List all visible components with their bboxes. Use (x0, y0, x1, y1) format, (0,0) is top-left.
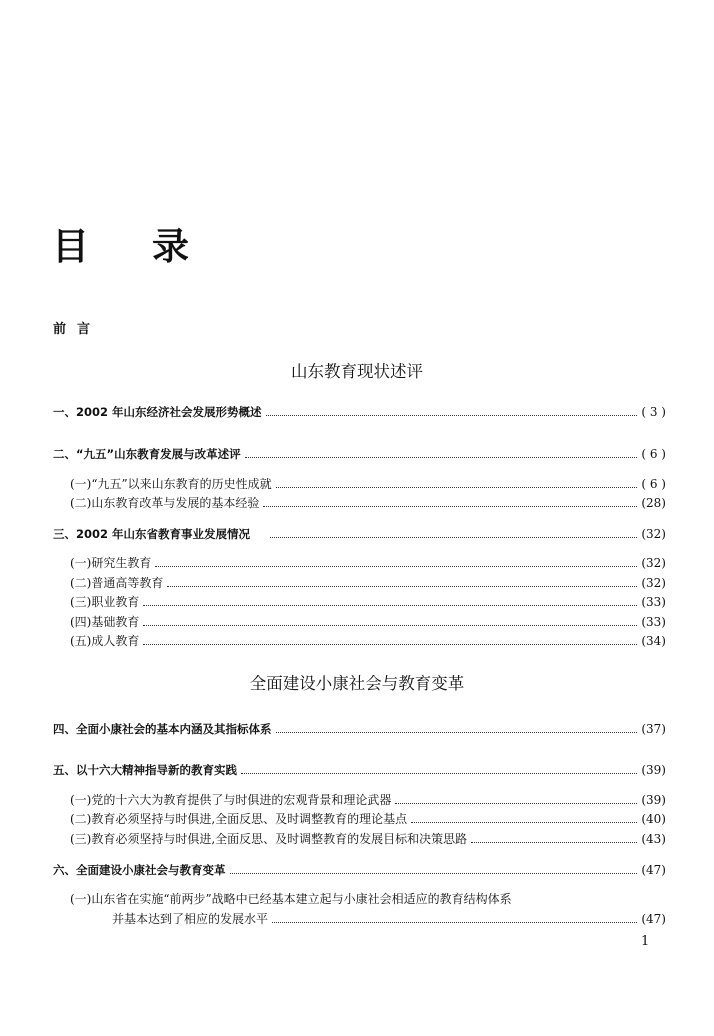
foreword-heading: 前言 (53, 322, 102, 337)
dot-leader (143, 625, 637, 626)
toc-entry[interactable] (70, 594, 666, 610)
dot-leader (230, 873, 638, 874)
dot-leader (471, 842, 637, 843)
toc-entry-text: (三)职业教育 (70, 595, 140, 609)
dot-leader (143, 605, 637, 606)
toc-entry-page: (33) (641, 615, 666, 629)
toc-entry-page: (39) (641, 793, 666, 807)
toc-entry[interactable] (70, 495, 666, 511)
toc-entry-text: (一)“九五”以来山东教育的历史性成就 (70, 477, 272, 491)
toc-entry-text: (三)教育必须坚持与时俱进,全面反思、及时调整教育的发展目标和决策思路 (70, 832, 468, 846)
toc-title (52, 216, 189, 270)
toc-entry-page: (32) (641, 576, 666, 590)
dot-leader (411, 822, 637, 823)
toc-entry-page: (32) (641, 556, 666, 570)
toc-title-char-2: 录 (152, 225, 189, 268)
toc-entry[interactable] (53, 862, 666, 878)
toc-entry[interactable] (53, 404, 666, 420)
toc-entry-text: (五)成人教育 (70, 634, 140, 648)
toc-entry[interactable] (53, 762, 666, 778)
toc-entry-text: 三、2002 年山东省教育事业发展情况 (53, 527, 251, 541)
toc-entry[interactable] (70, 831, 666, 847)
dot-leader (241, 773, 637, 774)
toc-entry-text: 六、全面建设小康社会与教育变革 (53, 863, 226, 877)
toc-entry[interactable] (70, 633, 666, 649)
toc-entry-page: (40) (641, 812, 666, 826)
dot-leader (167, 586, 637, 587)
toc-title-char-1: 目 (52, 225, 89, 268)
dot-leader (270, 537, 637, 538)
toc-entry[interactable] (53, 446, 666, 462)
dot-leader (395, 803, 637, 804)
dot-leader (276, 487, 638, 488)
toc-entry-text: (四)基础教育 (70, 615, 140, 629)
toc-entry[interactable] (70, 614, 666, 630)
toc-entry-page: ( 6 ) (641, 477, 666, 491)
toc-entry[interactable] (70, 811, 666, 827)
toc-entry-text: 一、2002 年山东经济社会发展形势概述 (53, 405, 262, 419)
page-number: 1 (641, 934, 650, 949)
toc-entry[interactable] (70, 575, 666, 591)
toc-entry[interactable] (70, 555, 666, 571)
toc-entry-text: (二)山东教育改革与发展的基本经验 (70, 496, 260, 510)
toc-entry-page: (34) (641, 634, 666, 648)
toc-entry-page: ( 3 ) (641, 405, 666, 419)
toc-entry-page: ( 6 ) (641, 447, 666, 461)
toc-entry-page: (32) (641, 527, 666, 541)
toc-entry-text: (一)党的十六大为教育提供了与时俱进的宏观背景和理论武器 (70, 793, 392, 807)
toc-entry-text: 二、“九五”山东教育发展与改革述评 (53, 447, 241, 461)
toc-entry-page: (43) (641, 832, 666, 846)
toc-entry[interactable] (53, 526, 666, 542)
toc-entry-text: 五、以十六大精神指导新的教育实践 (53, 763, 237, 777)
section-heading-2: 全面建设小康社会与教育变革 (249, 674, 465, 693)
toc-entry-text: (二)教育必须坚持与时俱进,全面反思、及时调整教育的理论基点 (70, 812, 408, 826)
toc-entry[interactable] (112, 911, 666, 927)
toc-entry-text: 并基本达到了相应的发展水平 (112, 912, 269, 926)
dot-leader (143, 644, 637, 645)
toc-entry-page: (37) (641, 722, 666, 736)
toc-entry-page: (47) (641, 863, 666, 877)
dot-leader (155, 566, 637, 567)
dot-leader (276, 732, 638, 733)
dot-leader (266, 415, 638, 416)
toc-entry-page: (33) (641, 595, 666, 609)
toc-entry[interactable] (70, 792, 666, 808)
toc-entry-text: (一)研究生教育 (70, 556, 152, 570)
toc-entry-text: (二)普通高等教育 (70, 576, 164, 590)
section-heading-1: 山东教育现状述评 (291, 362, 423, 381)
dot-leader (272, 922, 637, 923)
toc-entry-page: (39) (641, 763, 666, 777)
toc-entry[interactable] (53, 721, 666, 737)
dot-leader (245, 457, 638, 458)
toc-entry-text[interactable]: (一)山东省在实施“前两步”战略中已经基本建立起与小康社会相适应的教育结构体系 (70, 892, 512, 906)
toc-entry[interactable] (70, 476, 666, 492)
toc-entry-page: (28) (641, 496, 666, 510)
toc-entry-page: (47) (641, 912, 666, 926)
toc-entry-text: 四、全面小康社会的基本内涵及其指标体系 (53, 722, 272, 736)
dot-leader (263, 506, 637, 507)
